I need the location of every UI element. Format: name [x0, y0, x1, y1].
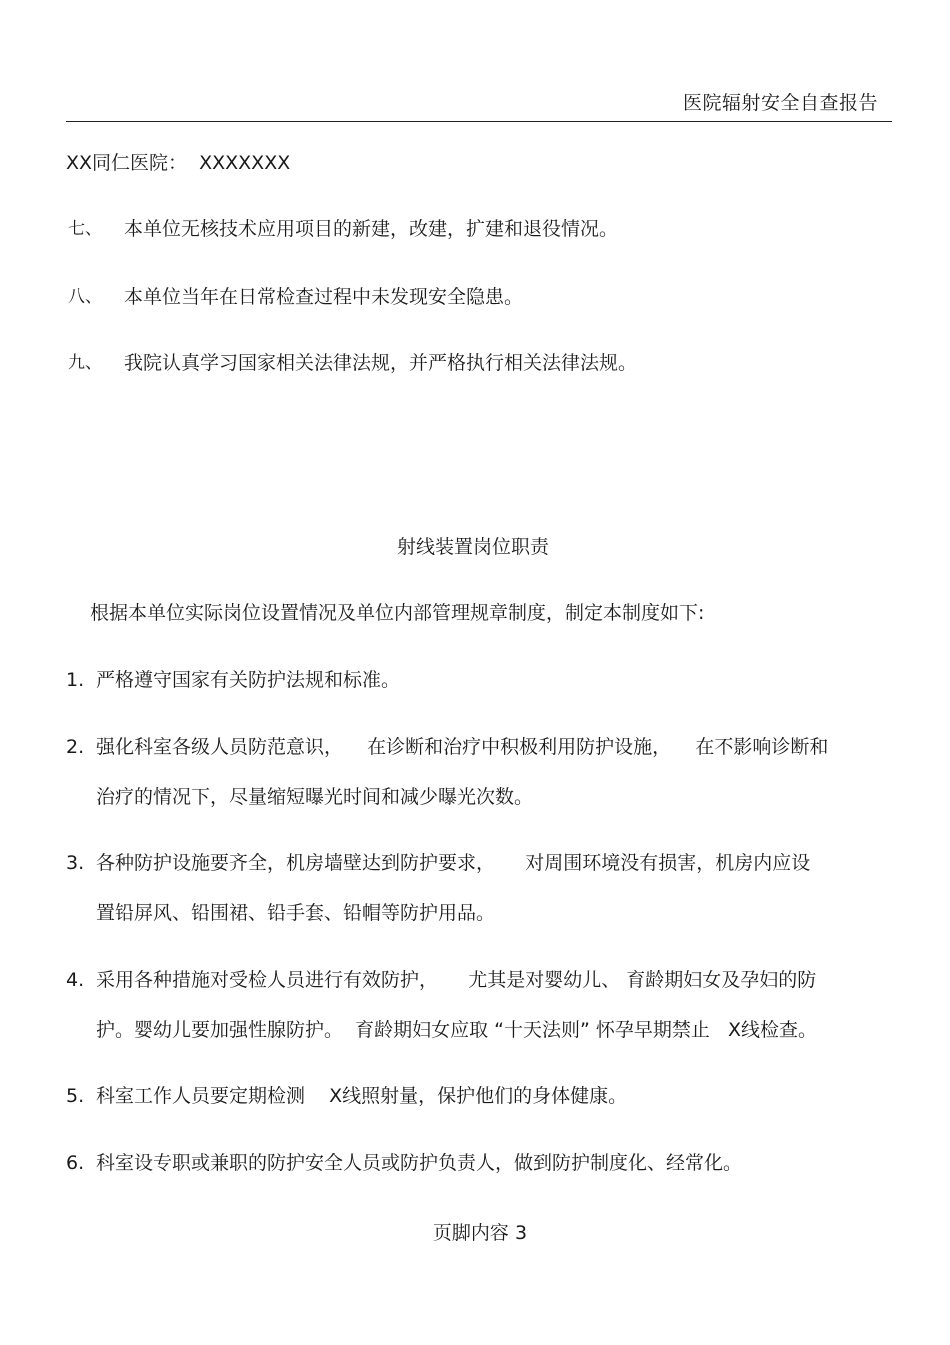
item-number: 6.	[66, 1152, 85, 1174]
item-text: 科室设专职或兼职的防护安全人员或防护负责人，做到防护制度化、经常化。	[96, 1152, 743, 1174]
item-number: 3.	[66, 852, 85, 874]
item-number: 4.	[66, 969, 85, 991]
item-number: 5.	[66, 1085, 85, 1107]
item-text: 严格遵守国家有关防护法规和标准。	[96, 669, 401, 691]
item-text: 强化科室各级人员防范意识， 在诊断和治疗中积极利用防护设施， 在不影响诊断和	[96, 736, 829, 758]
item-text-continued: 置铅屏风、铅围裙、铅手套、铅帽等防护用品。	[96, 902, 496, 924]
section-text: 本单位当年在日常检查过程中未发现安全隐患。	[124, 286, 524, 308]
header-title: 医院辐射安全自查报告	[682, 92, 878, 114]
item-text-continued: 护。婴幼儿要加强性腺防护。 育龄期妇女应取 “十天法则” 怀孕早期禁止 X线检查。	[96, 1019, 817, 1041]
section-number: 九、	[68, 353, 102, 373]
item-text-continued: 治疗的情况下，尽量缩短曝光时间和减少曝光次数。	[96, 786, 534, 808]
section-text: 我院认真学习国家相关法律法规，并严格执行相关法律法规。	[124, 352, 638, 374]
item-number: 1.	[66, 669, 85, 691]
section-text: 本单位无核技术应用项目的新建，改建，扩建和退役情况。	[124, 218, 619, 240]
duty-title: 射线装置岗位职责	[396, 536, 549, 558]
header-divider	[66, 121, 892, 122]
section-number: 七、	[68, 219, 102, 239]
item-text: 科室工作人员要定期检测 X线照射量，保护他们的身体健康。	[96, 1085, 628, 1107]
item-text: 采用各种措施对受检人员进行有效防护， 尤其是对婴幼儿、 育龄期妇女及孕妇的防	[96, 969, 817, 991]
section-number: 八、	[68, 287, 102, 307]
duty-intro: 根据本单位实际岗位设置情况及单位内部管理规章制度，制定本制度如下:	[90, 602, 705, 624]
hospital-line: XX同仁医院： XXXXXXX	[66, 152, 291, 174]
item-text: 各种防护设施要齐全，机房墙壁达到防护要求， 对周围环境没有损害，机房内应设	[96, 852, 811, 874]
item-number: 2.	[66, 736, 85, 758]
page-footer: 页脚内容 3	[432, 1222, 528, 1244]
